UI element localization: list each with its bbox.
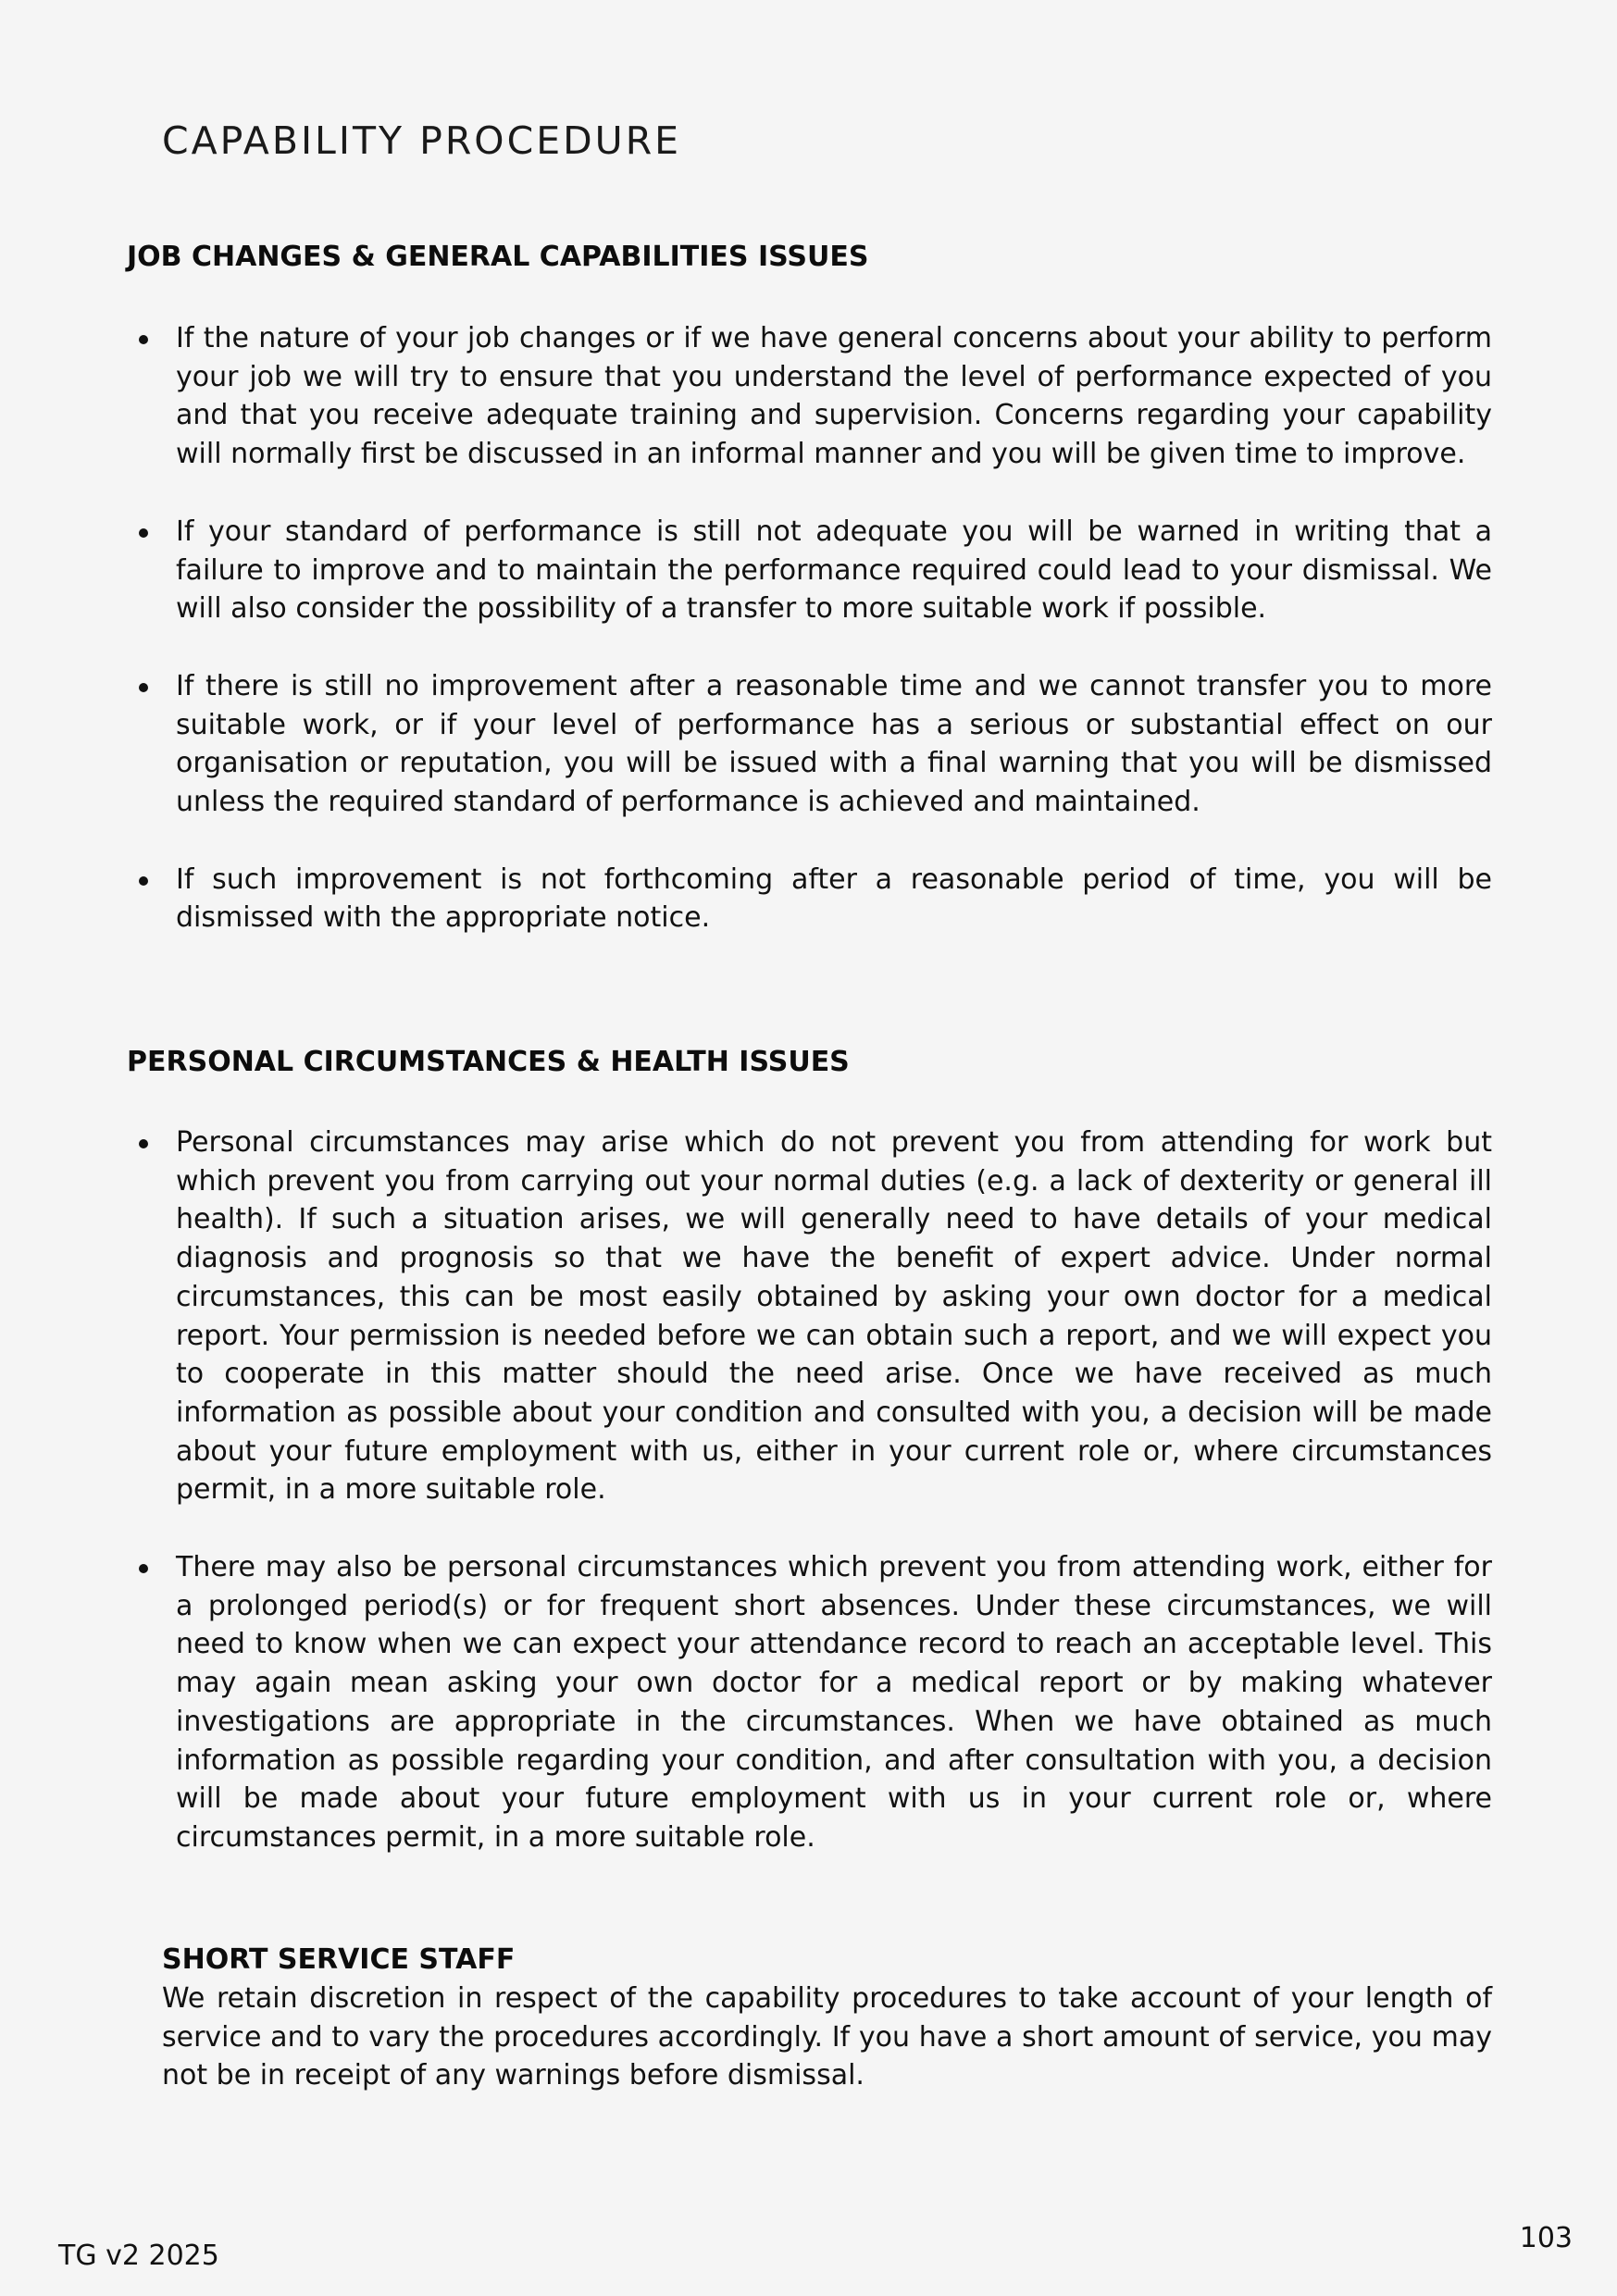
bullet-text: If the nature of your job changes or if we have general concerns about your ability to perform your job we will try to ensure that you understand the level of performance expected of you and that you receive adequate training and supervision. Concerns regarding your capability will normally first be discussed in an informal manner and you will be given time to improve. xyxy=(176,322,1492,471)
personal-circumstances-bullet-list xyxy=(139,1123,1492,1896)
list-item xyxy=(139,319,1492,474)
bullet-icon xyxy=(139,1139,148,1148)
footer-version: TG v2 2025 xyxy=(58,2240,219,2272)
bullet-text: If such improvement is not forthcoming after a reasonable period of time, you will be dismissed with the appropriate notice. xyxy=(176,863,1492,935)
list-item xyxy=(139,667,1492,822)
bullet-text: If there is still no improvement after a reasonable time and we cannot transfer you to more suitable work, or if your level of performance has a serious or substantial effect on our organisation or reputation, you will be issued with a final warning that you will be dismissed unless the required standard of performance is achieved and maintained. xyxy=(176,669,1492,819)
job-changes-bullet-list xyxy=(139,319,1492,976)
bullet-text: If your standard of performance is still not adequate you will be warned in writing that a failure to improve and to maintain the performance required could lead to your dismissal. We will also consider the possibility of a transfer to more suitable work if possible. xyxy=(176,515,1492,626)
bullet-icon xyxy=(139,528,148,538)
list-item xyxy=(139,513,1492,628)
bullet-icon xyxy=(139,683,148,692)
list-item xyxy=(139,1123,1492,1509)
short-service-heading: SHORT SERVICE STAFF xyxy=(162,1943,516,1976)
section-heading-personal-circumstances: PERSONAL CIRCUMSTANCES & HEALTH ISSUES xyxy=(127,1046,850,1078)
bullet-icon xyxy=(139,335,148,344)
list-item xyxy=(139,1548,1492,1857)
bullet-text: Personal circumstances may arise which do not prevent you from attending for work but which prevent you from carrying out your normal duties (e.g. a lack of dexterity or general ill health). If such a situation arises, we will generally need to have details of your medical diagnosis and prognosis so that we have the benefit of expert advice. Under normal circumstances, this can be most easily obtained by asking your own doctor for a medical report. Your permission is needed before we can obtain such a report, and we will expect you to cooperate in this matter should the need arise. Once we have received as much information as possible about your condition and consulted with you, a decision will be made about your future employment with us, either in your current role or, where circumstances permit, in a more suitable role. xyxy=(176,1126,1492,1507)
section-heading-job-changes: JOB CHANGES & GENERAL CAPABILITIES ISSUES xyxy=(127,241,869,273)
page-title: CAPABILITY PROCEDURE xyxy=(162,118,682,163)
bullet-text: There may also be personal circumstances which prevent you from attending work, either for a prolonged period(s) or for frequent short absences. Under these circumstances, we will need to know when we can expect your attendance record to reach an acceptable level. This may again mean asking your own doctor for a medical report or by making whatever investigations are appropriate in the circumstances. When we have obtained as much information as possible regarding your condition, and after consultation with you, a decision will be made about your future employment with us in your current role or, where circumstances permit, in a more suitable role. xyxy=(176,1551,1492,1854)
bullet-icon xyxy=(139,1564,148,1573)
list-item xyxy=(139,861,1492,937)
short-service-body: We retain discretion in respect of the capability procedures to take account of your length of service and to vary the procedures accordingly. If you have a short amount of service, you may not be in receipt of any warnings before dismissal. xyxy=(162,1982,1492,2092)
bullet-icon xyxy=(139,876,148,886)
page-number: 103 xyxy=(1519,2222,1573,2254)
